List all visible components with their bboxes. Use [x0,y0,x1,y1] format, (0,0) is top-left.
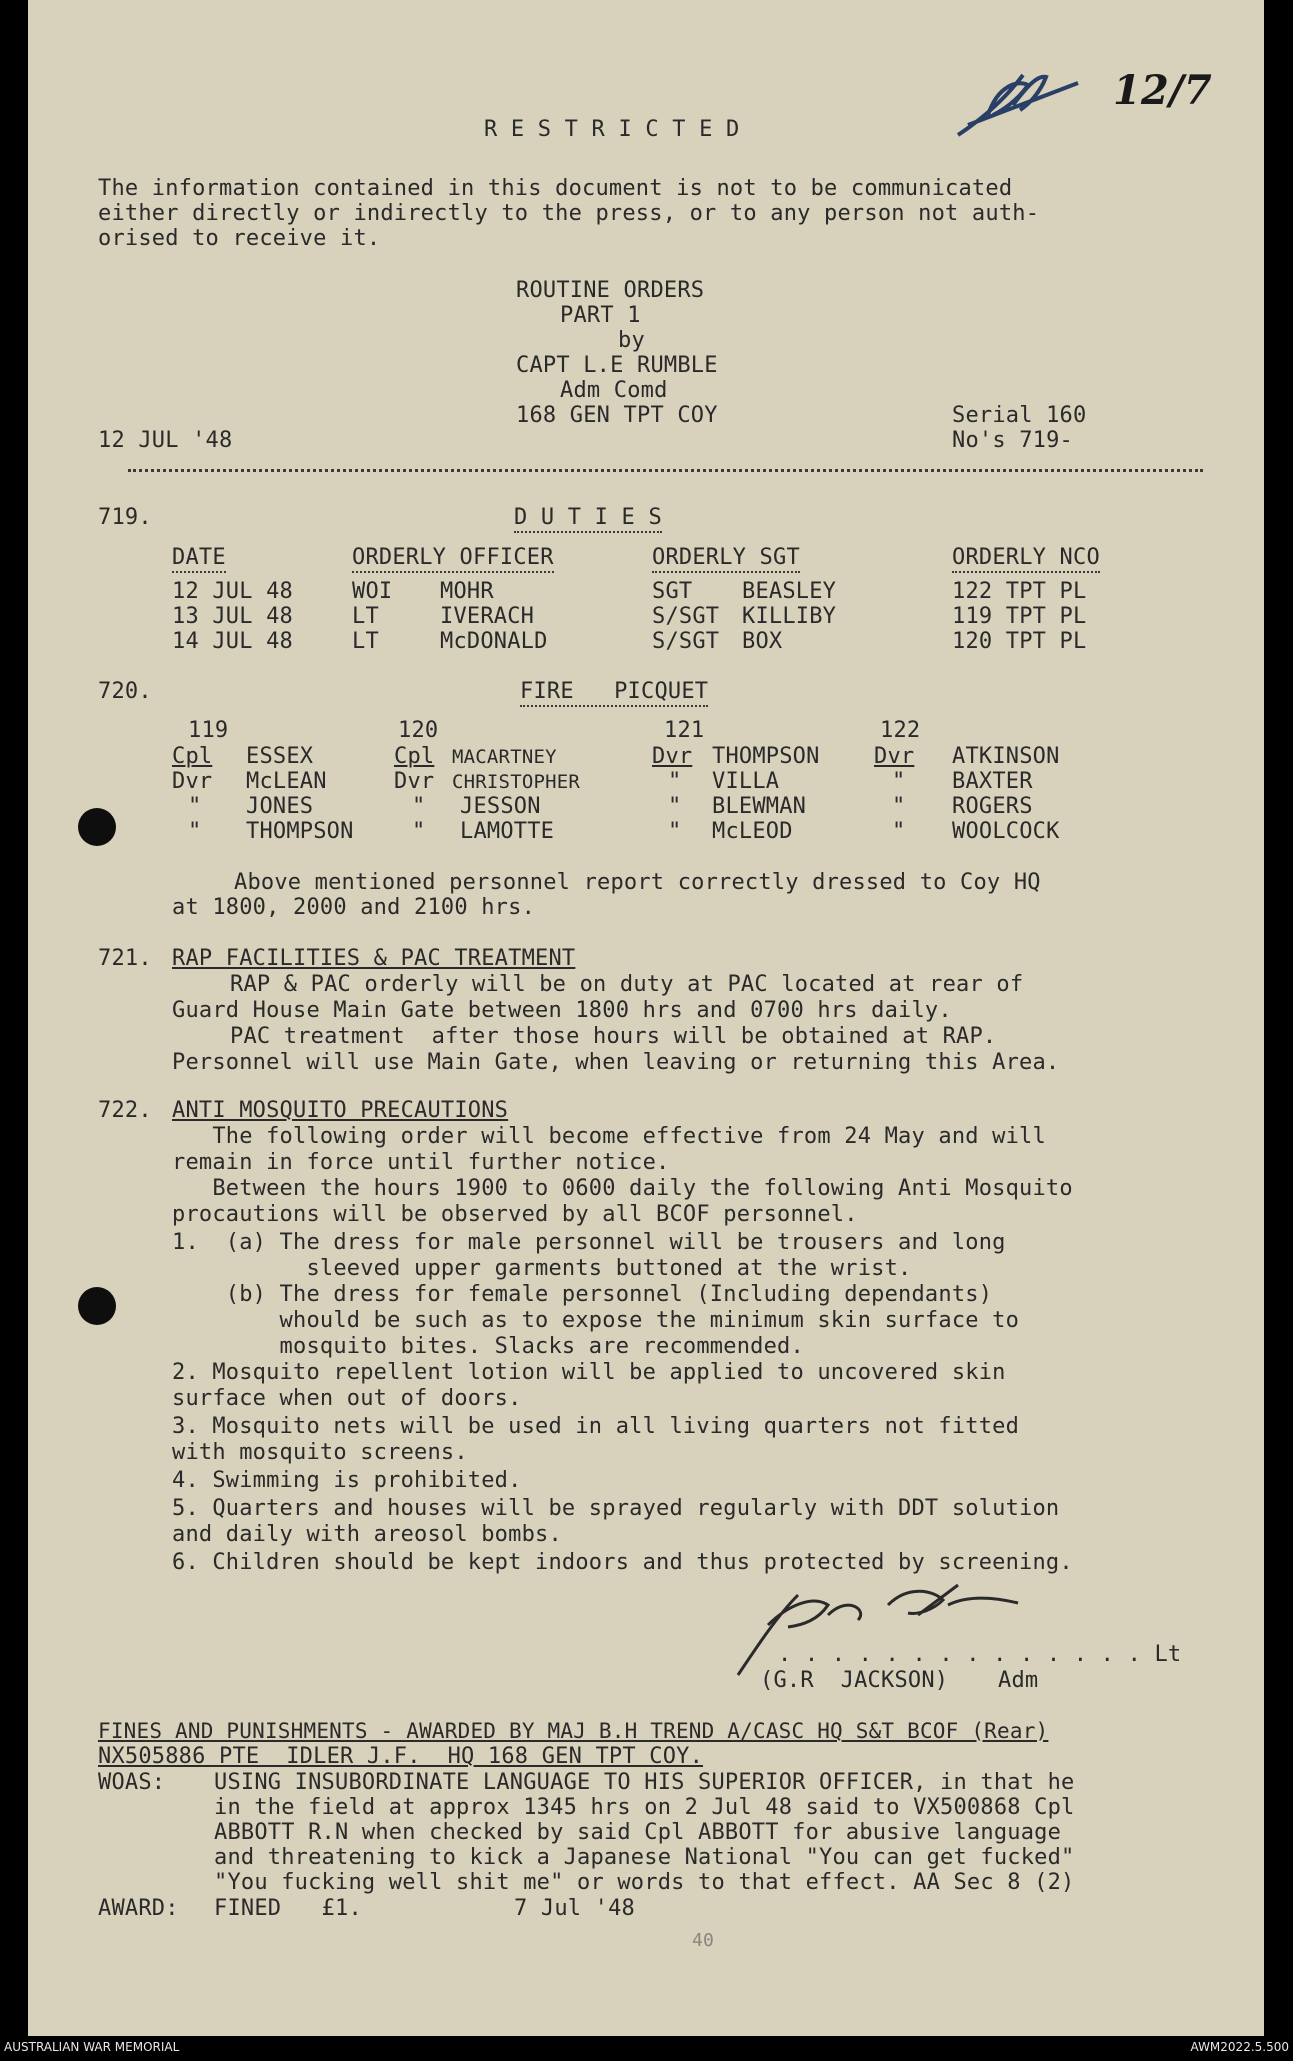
serial-number: Serial 160 [952,403,1087,428]
section-number: 719. [98,505,152,530]
archive-credit: AUSTRALIAN WAR MEMORIAL [4,2040,180,2054]
punch-hole [78,808,116,846]
handwritten-initials-mark [928,55,1108,145]
duties-heading: D U T I E S [514,505,662,533]
separator [128,469,1203,472]
award-value: FINED £1. [214,1896,362,1921]
fines-heading: FINES AND PUNISHMENTS - AWARDED BY MAJ B.H TREND A/CASC HQ S&T BCOF (Rear) [98,1719,1049,1743]
handwritten-date: 12/7 [1113,67,1212,114]
section-number: 720. [98,679,152,704]
punch-hole [78,1287,116,1325]
column-header: ORDERLY NCO [952,545,1100,573]
fire-picquet-heading: FIRE PICQUET [520,679,708,707]
mosquito-heading: ANTI MOSQUITO PRECAUTIONS [172,1098,509,1123]
column-header: ORDERLY OFFICER [352,545,554,573]
platoon-number: 122 [880,718,921,743]
order-date: 12 JUL '48 [98,428,233,453]
woas-label: WOAS: [98,1770,166,1795]
rap-heading: RAP FACILITIES & PAC TREATMENT [172,946,576,971]
page-mark: 40 [692,1930,715,1951]
archive-reference: AWM2022.5.500 [1190,2040,1289,2054]
order-numbers: No's 719- [952,428,1074,453]
signature-name: (G.R JACKSON) [760,1668,949,1693]
signature-appointment: Adm [998,1668,1039,1693]
award-label: AWARD: [98,1896,179,1921]
fines-subject: NX505886 PTE IDLER J.F. HQ 168 GEN TPT COY. [98,1744,704,1769]
award-date: 7 Jul '48 [514,1896,636,1921]
column-header: ORDERLY SGT [652,545,800,573]
column-header: DATE [172,545,226,573]
section-number: 721. [98,946,152,971]
document-page: 12/7 R E S T R I C T E D The information contained in this document is not to be communicated either directly or indirectly to the press, or to any person not auth- orised to receive it. ROUTINE ORDERS PART 1 by CAPT L.E RUMBLE Adm Comd 168 GEN TPT COY 12 JUL '48 Serial 160 No's 719- 719. D U T I E S DATE ORDERLY OFFICER ORDERLY SGT ORDERLY NCO 12 JUL 48 WOI MOHR SGT BEASLEY 122 TPT PL 13 JUL 48 LT IVERACH S/SGT KILLIBY 119 TPT PL 14 JUL 48 LT McDONALD S/SGT BOX 120 TPT PL 720. FIRE PICQUET 119 120 121 122 Cpl ESSEX Dvr McLEAN " JONES " THOMPSON Cpl MACARTNEY Dvr CHRISTOPHER " JESSON " LAMOTTE Dvr THOMPSON " VILLA " BLEWMAN " McLEOD Dvr ATKINSON " BAXTER " ROGERS " WOOLCOCK Above mentioned personnel report correctly dressed to Coy HQ at 1800, 2000 and 2100 hrs. 721. RAP FACILITIES & PAC TREATMENT RAP & PAC orderly will be on duty at PAC located at rear of Guard House Main Gate between 1800 hrs and 0700 hrs daily. PAC treatment after those hours will be obtained at RAP. Personnel will use Main Gate, when leaving or returning this Area. 722. ANTI MOSQUITO PRECAUTIONS The following order will become effective from 24 May and will remain in force until further notice. Between the hours 1900 to 0600 daily the following Anti Mosquito procautions will be observed by all BCOF personnel. 1. (a) The dress for male personnel will be trousers and long sleeved upper garments buttoned at the wrist. (b) The dress for female personnel (Including dependants) whould be such as to expose the minimum skin surface to mosquito bites. Slacks are recommended. 2. Mosquito repellent lotion will be applied to uncovered skin surface when out of doors. 3. Mosquito nets will be used in all living quarters not fitted with mosquito screens. 4. Swimming is prohibited. 5. Quarters and houses will be sprayed regularly with DDT solution and daily with areosol bombs. 6. Children should be kept indoors and thus protected by screening. . . . . . . . . . . . . . . Lt (G.R JACKSON) Adm FINES AND PUNISHMENTS - AWARDED BY MAJ B.H TREND A/CASC HQ S&T BCOF (Rear) NX505886 PTE IDLER J.F. HQ 168 GEN TPT COY. WOAS: USING INSUBORDINATE LANGUAGE TO HIS SUPERIOR OFFICER, in that he in the field at approx 1345 hrs on 2 Jul 48 said to VX500868 Cpl ABBOTT R.N when checked by said Cpl ABBOTT for abusive language and threatening to kick a Japanese National "You can get fucked" "You fucking well shit me" or words to that effect. AA Sec 8 (2) AWARD: FINED £1. 7 Jul '48 40 [28,0,1264,2036]
platoon-number: 119 [188,718,229,743]
platoon-number: 120 [398,718,439,743]
section-number: 722. [98,1098,152,1123]
platoon-number: 121 [664,718,705,743]
classification-heading: R E S T R I C T E D [484,117,740,142]
signature-rank: . . . . . . . . . . . . . . Lt [778,1642,1182,1667]
